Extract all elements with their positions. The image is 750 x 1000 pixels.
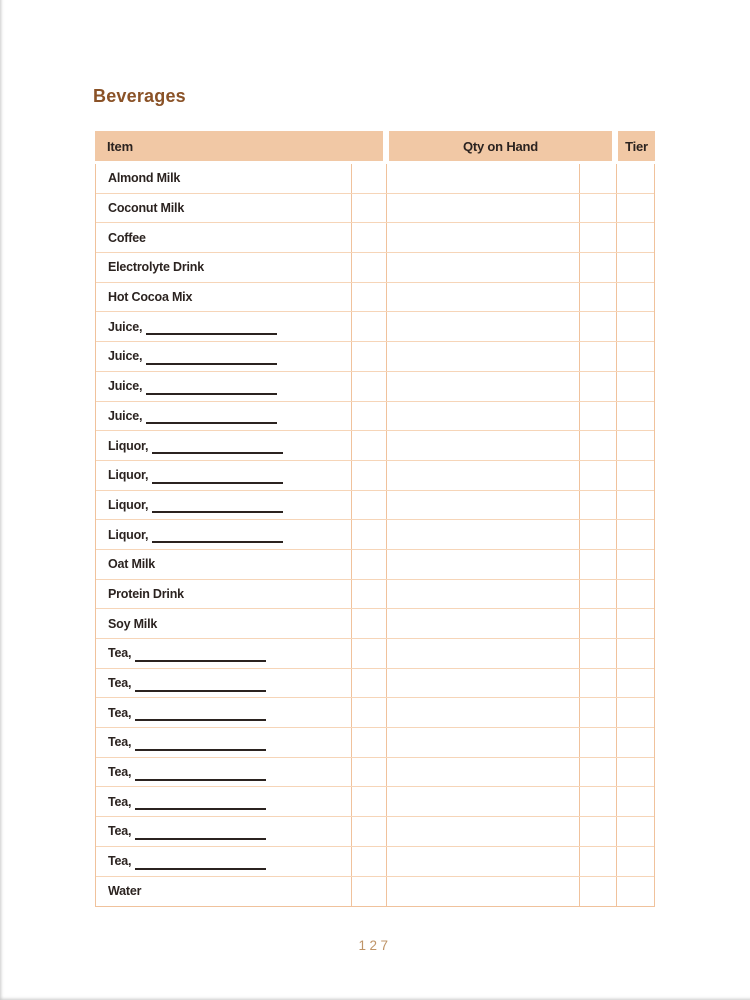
qty-mark-cell (580, 580, 617, 609)
tier-cell (617, 758, 655, 787)
tier-cell (617, 431, 655, 460)
item-cell (96, 847, 352, 876)
table-row (96, 877, 654, 907)
item-label: Almond Milk (108, 171, 181, 186)
fill-in-line (152, 451, 283, 454)
item-mark-cell (352, 312, 387, 341)
qty-mark-cell (580, 431, 617, 460)
item-label: Liquor, (108, 527, 149, 542)
item-mark-cell (352, 817, 387, 846)
qty-mark-cell (580, 402, 617, 431)
item-cell (96, 312, 352, 341)
qty-on-hand-cell (387, 550, 580, 579)
item-mark-cell (352, 372, 387, 401)
item-cell (96, 431, 352, 460)
table-row (96, 342, 654, 372)
table-row (96, 550, 654, 580)
qty-mark-cell (580, 253, 617, 282)
qty-on-hand-cell (387, 491, 580, 520)
item-mark-cell (352, 520, 387, 549)
item-cell (96, 194, 352, 223)
tier-cell (617, 728, 655, 757)
tier-cell (617, 817, 655, 846)
fill-in-line (152, 481, 283, 484)
qty-on-hand-cell (387, 223, 580, 252)
table-row (96, 758, 654, 788)
qty-on-hand-cell (387, 639, 580, 668)
table-row (96, 669, 654, 699)
item-cell (96, 609, 352, 638)
fill-in-line (135, 659, 266, 662)
column-header-item: Item (95, 131, 383, 161)
qty-on-hand-cell (387, 402, 580, 431)
tier-cell (617, 787, 655, 816)
item-label: Coffee (108, 230, 146, 245)
qty-mark-cell (580, 669, 617, 698)
qty-on-hand-cell (387, 847, 580, 876)
qty-mark-cell (580, 223, 617, 252)
item-mark-cell (352, 223, 387, 252)
qty-mark-cell (580, 847, 617, 876)
table-row (96, 164, 654, 194)
qty-mark-cell (580, 283, 617, 312)
item-cell (96, 817, 352, 846)
item-mark-cell (352, 491, 387, 520)
item-cell (96, 758, 352, 787)
qty-on-hand-cell (387, 342, 580, 371)
item-label: Juice, (108, 349, 143, 364)
table-row (96, 580, 654, 610)
fill-in-line (135, 778, 266, 781)
tier-cell (617, 669, 655, 698)
page-title: Beverages (93, 86, 186, 106)
item-mark-cell (352, 877, 387, 907)
qty-on-hand-cell (387, 520, 580, 549)
item-label: Juice, (108, 319, 143, 334)
table-row (96, 402, 654, 432)
qty-mark-cell (580, 698, 617, 727)
item-label: Juice, (108, 408, 143, 423)
item-cell (96, 164, 352, 193)
tier-cell (617, 372, 655, 401)
item-mark-cell (352, 609, 387, 638)
qty-mark-cell (580, 817, 617, 846)
item-label: Oat Milk (108, 557, 156, 572)
qty-on-hand-cell (387, 728, 580, 757)
fill-in-line (135, 718, 266, 721)
fill-in-line (135, 748, 266, 751)
column-header-qty-on-hand: Qty on Hand (389, 131, 612, 161)
tier-cell (617, 580, 655, 609)
qty-on-hand-cell (387, 817, 580, 846)
table-row (96, 194, 654, 224)
item-mark-cell (352, 728, 387, 757)
item-cell (96, 342, 352, 371)
item-cell (96, 491, 352, 520)
tier-cell (617, 847, 655, 876)
tier-cell (617, 253, 655, 282)
qty-mark-cell (580, 194, 617, 223)
table-row (96, 491, 654, 521)
qty-mark-cell (580, 787, 617, 816)
item-label: Tea, (108, 854, 132, 869)
qty-on-hand-cell (387, 877, 580, 907)
tier-cell (617, 283, 655, 312)
item-mark-cell (352, 669, 387, 698)
item-cell (96, 728, 352, 757)
item-label: Tea, (108, 824, 132, 839)
item-cell (96, 787, 352, 816)
qty-on-hand-cell (387, 758, 580, 787)
qty-on-hand-cell (387, 698, 580, 727)
item-label: Coconut Milk (108, 201, 185, 216)
item-mark-cell (352, 639, 387, 668)
tier-cell (617, 639, 655, 668)
qty-on-hand-cell (387, 253, 580, 282)
item-mark-cell (352, 253, 387, 282)
qty-mark-cell (580, 312, 617, 341)
fill-in-line (135, 837, 266, 840)
table-row (96, 817, 654, 847)
table-row (96, 253, 654, 283)
qty-on-hand-cell (387, 609, 580, 638)
qty-mark-cell (580, 609, 617, 638)
item-mark-cell (352, 847, 387, 876)
item-mark-cell (352, 164, 387, 193)
table-row (96, 698, 654, 728)
tier-cell (617, 164, 655, 193)
table-row (96, 787, 654, 817)
qty-mark-cell (580, 639, 617, 668)
tier-cell (617, 491, 655, 520)
item-mark-cell (352, 342, 387, 371)
fill-in-line (146, 362, 277, 365)
qty-mark-cell (580, 461, 617, 490)
item-mark-cell (352, 194, 387, 223)
item-cell (96, 669, 352, 698)
item-label: Tea, (108, 765, 132, 780)
item-mark-cell (352, 461, 387, 490)
table-row (96, 847, 654, 877)
tier-cell (617, 609, 655, 638)
qty-on-hand-cell (387, 283, 580, 312)
item-mark-cell (352, 402, 387, 431)
table-row (96, 728, 654, 758)
item-label: Water (108, 884, 142, 899)
item-cell (96, 372, 352, 401)
table-row (96, 431, 654, 461)
page-number: 127 (358, 938, 392, 953)
tier-cell (617, 402, 655, 431)
item-label: Tea, (108, 676, 132, 691)
item-cell (96, 698, 352, 727)
qty-mark-cell (580, 758, 617, 787)
tier-cell (617, 698, 655, 727)
item-label: Electrolyte Drink (108, 260, 204, 275)
table-body (95, 164, 655, 907)
table-row (96, 461, 654, 491)
fill-in-line (135, 807, 266, 810)
item-label: Liquor, (108, 468, 149, 483)
fill-in-line (135, 689, 266, 692)
table-row (96, 283, 654, 313)
table-row (96, 372, 654, 402)
beverages-table (95, 131, 655, 907)
item-mark-cell (352, 787, 387, 816)
tier-cell (617, 461, 655, 490)
fill-in-line (146, 392, 277, 395)
item-label: Liquor, (108, 497, 149, 512)
item-mark-cell (352, 758, 387, 787)
qty-mark-cell (580, 550, 617, 579)
table-header-row (95, 131, 655, 161)
tier-cell (617, 312, 655, 341)
tier-cell (617, 877, 655, 907)
item-label: Hot Cocoa Mix (108, 290, 193, 305)
column-header-tier: Tier (618, 131, 655, 161)
item-cell (96, 402, 352, 431)
fill-in-line (152, 540, 283, 543)
item-cell (96, 580, 352, 609)
item-cell (96, 223, 352, 252)
tier-cell (617, 550, 655, 579)
tier-cell (617, 342, 655, 371)
item-label: Liquor, (108, 438, 149, 453)
tier-cell (617, 223, 655, 252)
qty-mark-cell (580, 520, 617, 549)
item-cell (96, 283, 352, 312)
qty-on-hand-cell (387, 580, 580, 609)
table-row (96, 520, 654, 550)
qty-on-hand-cell (387, 372, 580, 401)
table-row (96, 609, 654, 639)
item-mark-cell (352, 580, 387, 609)
qty-mark-cell (580, 164, 617, 193)
item-label: Soy Milk (108, 616, 158, 631)
fill-in-line (135, 867, 266, 870)
fill-in-line (152, 510, 283, 513)
qty-on-hand-cell (387, 461, 580, 490)
qty-mark-cell (580, 728, 617, 757)
item-label: Tea, (108, 646, 132, 661)
fill-in-line (146, 332, 277, 335)
qty-mark-cell (580, 491, 617, 520)
tier-cell (617, 194, 655, 223)
qty-on-hand-cell (387, 164, 580, 193)
item-cell (96, 639, 352, 668)
item-label: Protein Drink (108, 586, 184, 601)
table-row (96, 639, 654, 669)
qty-mark-cell (580, 372, 617, 401)
item-cell (96, 877, 352, 907)
qty-mark-cell (580, 877, 617, 907)
table-row (96, 312, 654, 342)
item-mark-cell (352, 431, 387, 460)
qty-on-hand-cell (387, 194, 580, 223)
item-cell (96, 550, 352, 579)
tier-cell (617, 520, 655, 549)
item-mark-cell (352, 698, 387, 727)
item-label: Tea, (108, 794, 132, 809)
qty-on-hand-cell (387, 787, 580, 816)
item-mark-cell (352, 283, 387, 312)
qty-on-hand-cell (387, 669, 580, 698)
item-cell (96, 520, 352, 549)
table-row (96, 223, 654, 253)
qty-on-hand-cell (387, 312, 580, 341)
qty-on-hand-cell (387, 431, 580, 460)
qty-mark-cell (580, 342, 617, 371)
item-cell (96, 461, 352, 490)
fill-in-line (146, 421, 277, 424)
item-label: Juice, (108, 379, 143, 394)
item-mark-cell (352, 550, 387, 579)
item-cell (96, 253, 352, 282)
item-label: Tea, (108, 705, 132, 720)
item-label: Tea, (108, 735, 132, 750)
